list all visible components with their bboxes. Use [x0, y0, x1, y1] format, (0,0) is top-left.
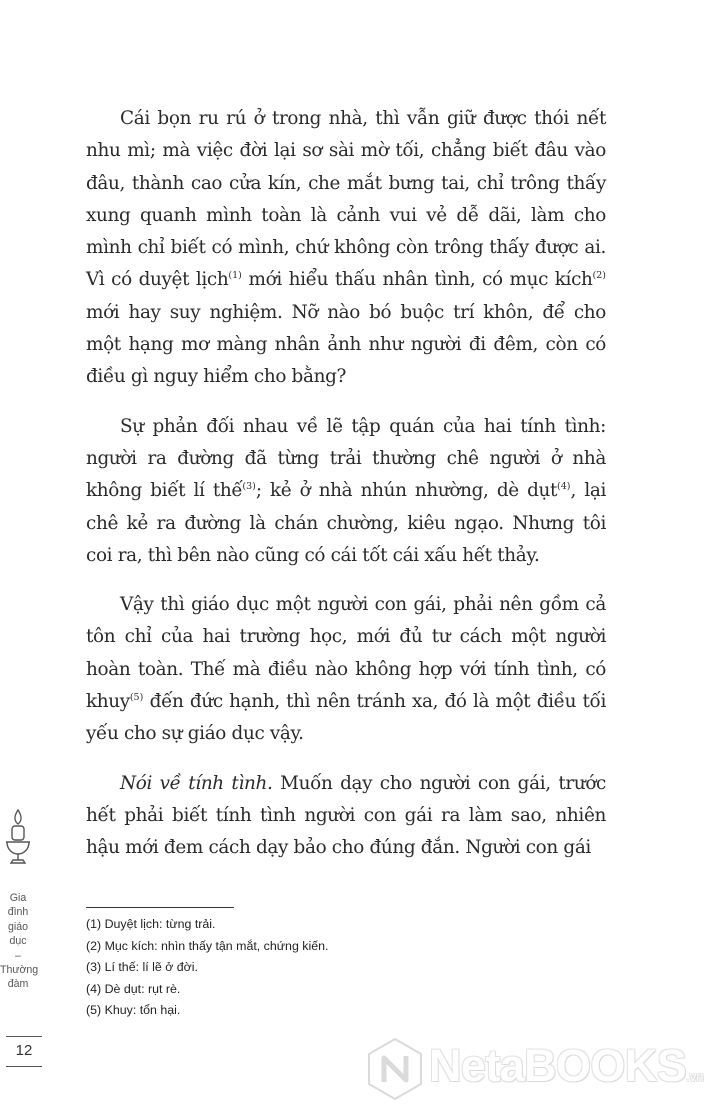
footnote-1: (1) Duyệt lịch: từng trải. — [86, 917, 216, 931]
book-title-vertical — [0, 891, 39, 992]
footnote-5: (5) Khuy: tổn hại. — [86, 1003, 181, 1018]
text-run: Sự phản đối nhau về lẽ tập quán của hai tính tình: người ra đường đã từng trải thường chê người ở nhà không biết lí thế — [86, 415, 606, 502]
text-run: đến đức hạnh, thì nên tránh xa, đó là một điều tối yếu cho sự giáo dục vậy. — [86, 691, 606, 745]
footnote-ref: (4) — [557, 481, 571, 493]
footnote-4: (4) Dè dụt: rụt rè. — [86, 981, 181, 996]
footnote-divider — [86, 907, 234, 908]
side-title-line: – — [15, 949, 21, 962]
side-title-line: Gia — [9, 892, 27, 904]
body-paragraph — [86, 768, 606, 865]
text-run: mới hay suy nghiệm. Nỡ nào bó buộc trí khôn, để cho một hạng mơ màng nhân ảnh như người đi đêm, còn có điều gì nguy hiểm cho bằng? — [86, 301, 606, 388]
body-paragraph — [86, 103, 606, 394]
body-text — [86, 103, 606, 865]
watermark-text — [429, 1040, 704, 1092]
footnote-ref: (3) — [242, 481, 256, 493]
footnote-2: (2) Mục kích: nhìn thấy tận mắt, chứng kiến. — [86, 938, 329, 953]
side-title-line: đình — [7, 906, 29, 919]
watermark-suffix: .vn — [686, 1069, 704, 1084]
italic-heading: Nói về tính tình. — [120, 772, 273, 794]
footnote-ref: (2) — [592, 270, 606, 282]
page-number-rule-top — [6, 1036, 42, 1037]
text-run: Vậy thì giáo dục một người con gái, phải nên gồm cả tôn chỉ của hai trường học, mới đủ tư cách một người hoàn toàn. Thế mà điều nào không hợp với tính tình, có khuy — [86, 594, 606, 713]
footnotes — [86, 914, 506, 1022]
watermark — [365, 1030, 704, 1110]
side-title-line: dục — [9, 935, 27, 948]
footnote-ref: (5) — [129, 692, 144, 704]
netabooks-logo-icon — [365, 1036, 425, 1102]
footnote-3: (3) Lí thế: lí lẽ ở đời. — [86, 960, 198, 975]
text-run: ; kẻ ở nhà nhún nhường, dè dụt — [255, 480, 558, 502]
page-number-rule-bottom — [6, 1066, 42, 1067]
oil-lamp-icon — [4, 808, 32, 870]
body-paragraph — [86, 589, 606, 750]
text-run: Muốn dạy cho người con gái, trước hết phải biết tính tình người con gái ra làm sao, nhiên hậu mới đem cách dạy bảo cho đúng đắn. Người con gái — [86, 772, 606, 859]
side-title-line: Thường — [0, 964, 39, 977]
text-run: Cái bọn ru rú ở trong nhà, thì vẫn giữ được thói nết nhu mì; mà việc đời lại sơ sài mờ tối, chẳng biết đâu vào đâu, thành cao cửa kín, che mắt bưng tai, chỉ trông thấy xung quanh mình toàn là cảnh vui vẻ dễ dãi, làm cho mình chỉ biết có mình, chứ không còn trông thấy được ai. Vì có duyệt lịch — [86, 108, 606, 291]
side-title-line: đàm — [7, 978, 29, 991]
text-run: , lại chê kẻ ra đường là chán chường, kiêu ngạo. Nhưng tôi coi ra, thì bên nào cũng có cái tốt cái xấu hết thảy. — [86, 480, 607, 566]
watermark-main: NetaBOOKS — [429, 1040, 687, 1091]
footnote-ref: (1) — [228, 270, 242, 282]
text-run: mới hiểu thấu nhân tình, có mục kích — [241, 269, 593, 291]
page-number: 12 — [15, 1042, 33, 1059]
body-paragraph — [86, 411, 606, 572]
side-title-line: giáo — [7, 920, 29, 933]
